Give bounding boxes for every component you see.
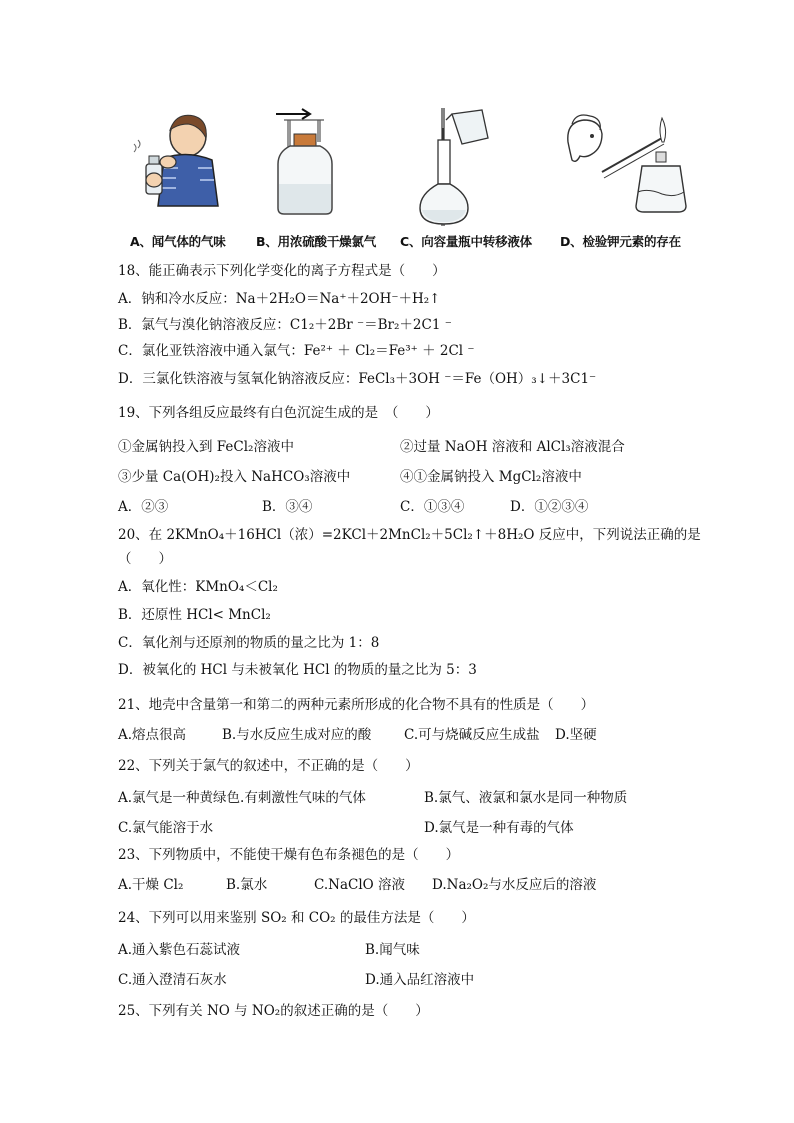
q23-stem: 23、下列物质中，不能使干燥有色布条褪色的是（ ） xyxy=(118,847,460,863)
q21-stem: 21、地壳中含量第一和第二的两种元素所形成的化合物不具有的性质是（ ） xyxy=(118,697,595,713)
flame-test-alcohol-lamp-icon xyxy=(558,108,688,218)
q18-stem: 18、能正确表示下列化学变化的离子方程式是（ ） xyxy=(118,263,446,279)
q20-stem-bracket: （ ） xyxy=(118,551,172,567)
q19-item-2: ②过量 NaOH 溶液和 AlCl₃溶液混合 xyxy=(400,439,625,455)
q19-option-d: D．①②③④ xyxy=(510,499,589,515)
figure-b xyxy=(268,108,348,218)
q22-option-b: B.氯气、液氯和氯水是同一种物质 xyxy=(424,790,628,806)
q19-stem: 19、下列各组反应最终有白色沉淀生成的是 （ ） xyxy=(118,405,439,421)
q21-option-b: B.与水反应生成对应的酸 xyxy=(222,727,372,743)
figure-a xyxy=(128,108,228,208)
figure-d xyxy=(558,108,688,218)
q24-option-c: C.通入澄清石灰水 xyxy=(118,972,227,988)
q20-option-d: D．被氧化的 HCl 与未被氧化 HCl 的物质的量之比为 5：3 xyxy=(118,662,477,678)
figure-c-caption: C、向容量瓶中转移液体 xyxy=(400,234,532,249)
q21-option-a: A.熔点很高 xyxy=(118,727,187,743)
q22-option-c: C.氯气能溶于水 xyxy=(118,820,214,836)
q20-option-b: B．还原性 HCl< MnCl₂ xyxy=(118,607,271,623)
q19-option-b: B．③④ xyxy=(262,499,313,515)
q18-option-c: C．氯化亚铁溶液中通入氯气：Fe²⁺ ＋ Cl₂＝Fe³⁺ ＋ 2Cl ⁻ xyxy=(118,343,475,359)
q20-option-a: A．氧化性：KMnO₄＜Cl₂ xyxy=(118,579,278,595)
figure-a-caption: A、闻气体的气味 xyxy=(130,234,226,249)
q24-option-b: B.闻气味 xyxy=(365,942,420,958)
q22-option-d: D.氯气是一种有毒的气体 xyxy=(424,820,574,836)
q19-item-4: ④①金属钠投入 MgCl₂溶液中 xyxy=(400,469,582,485)
gas-washing-bottle-icon xyxy=(268,108,348,218)
figure-b-caption: B、用浓硫酸干燥氯气 xyxy=(256,234,377,249)
q19-option-a: A．②③ xyxy=(118,499,169,515)
q23-option-b: B.氯水 xyxy=(226,877,268,893)
q19-item-3: ③少量 Ca(OH)₂投入 NaHCO₃溶液中 xyxy=(118,469,351,485)
q23-option-d: D.Na₂O₂与水反应后的溶液 xyxy=(432,877,597,893)
q20-stem: 20、在 2KMnO₄＋16HCl（浓）=2KCl＋2MnCl₂＋5Cl₂↑＋8H₂O 反应中，下列说法正确的是 xyxy=(118,527,701,543)
q23-option-c: C.NaClO 溶液 xyxy=(314,877,406,893)
q24-stem: 24、下列可以用来鉴别 SO₂ 和 CO₂ 的最佳方法是（ ） xyxy=(118,910,475,926)
volumetric-flask-pouring-icon xyxy=(416,108,496,228)
q22-option-a: A.氯气是一种黄绿色.有刺激性气味的气体 xyxy=(118,790,366,806)
figure-d-caption: D、检验钾元素的存在 xyxy=(560,234,681,249)
q21-option-d: D.坚硬 xyxy=(555,727,597,743)
q19-option-c: C．①③④ xyxy=(400,499,465,515)
figure-c xyxy=(416,108,496,228)
person-smelling-bottle-icon xyxy=(128,108,228,208)
q24-option-d: D.通入品红溶液中 xyxy=(365,972,475,988)
q22-stem: 22、下列关于氯气的叙述中，不正确的是（ ） xyxy=(118,758,419,774)
q24-option-a: A.通入紫色石蕊试液 xyxy=(118,942,241,958)
experiment-figures xyxy=(118,108,698,256)
q18-option-d: D．三氯化铁溶液与氢氧化钠溶液反应：FeCl₃＋3OH ⁻＝Fe（OH）₃↓＋3C1⁻ xyxy=(118,371,597,387)
q25-stem: 25、下列有关 NO 与 NO₂的叙述正确的是（ ） xyxy=(118,1003,429,1019)
q18-option-b: B．氯气与溴化钠溶液反应：C1₂＋2Br ⁻＝Br₂＋2C1 ⁻ xyxy=(118,317,452,333)
q18-option-a: A．钠和冷水反应：Na＋2H₂O＝Na⁺＋2OH⁻＋H₂↑ xyxy=(118,291,441,307)
q23-option-a: A.干燥 Cl₂ xyxy=(118,877,184,893)
q20-option-c: C．氧化剂与还原剂的物质的量之比为 1：8 xyxy=(118,635,380,651)
q19-item-1: ①金属钠投入到 FeCl₂溶液中 xyxy=(118,439,294,455)
q21-option-c: C.可与烧碱反应生成盐 xyxy=(404,727,540,743)
